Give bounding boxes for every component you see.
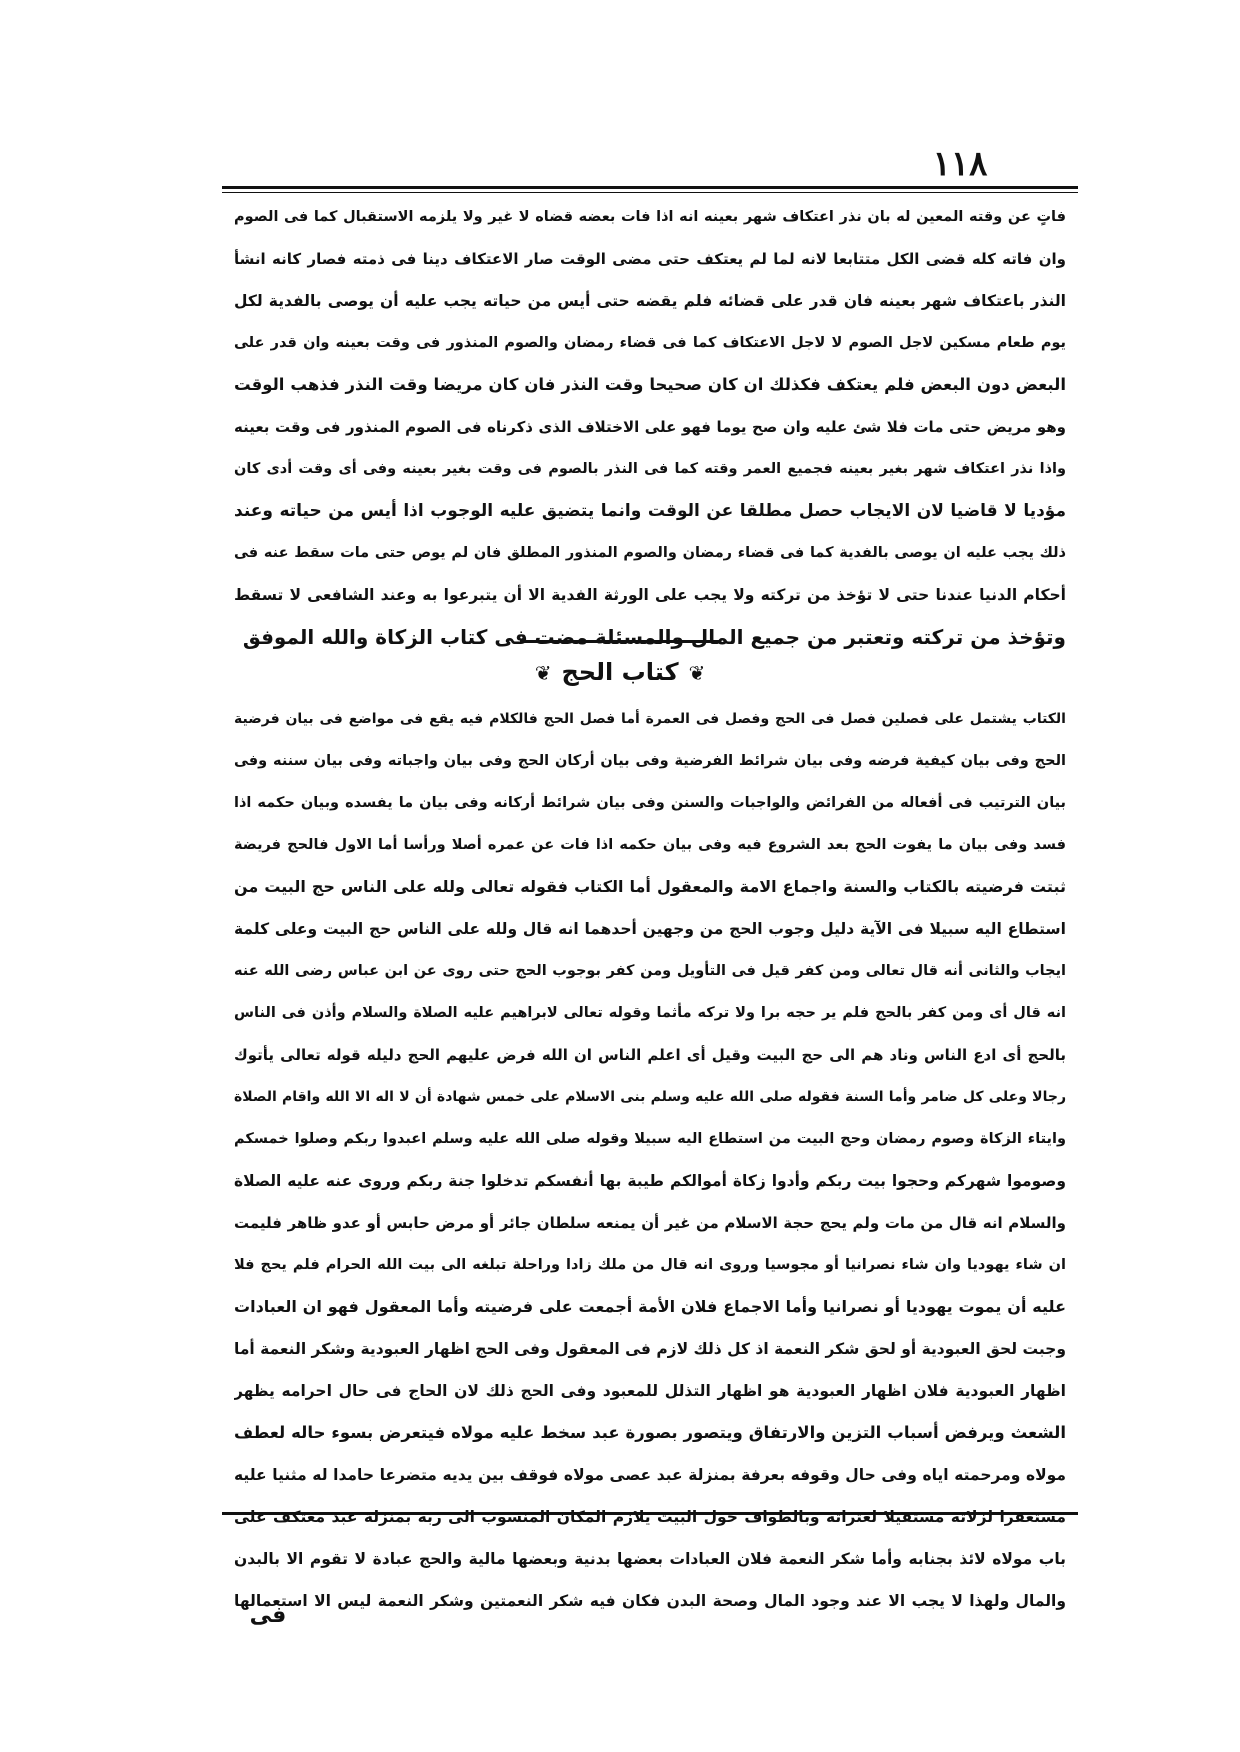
text-line: وجبت لحق العبودية أو لحق شكر النعمة اذ كل ذلك لازم فى المعقول وفى الحج اظهار العبودية وشكر النعمة أما [234, 1340, 1066, 1358]
text-block-hajj [234, 698, 1066, 1622]
top-rule [222, 186, 1078, 189]
text-line: اظهار العبودية فلان اظهار العبودية هو اظهار التذلل للمعبود وفى الحج ذلك لان الحاج فى حال احرامه يظهر [234, 1382, 1066, 1400]
text-line: والمال ولهذا لا يجب الا عند وجود المال وصحة البدن فكان فيه شكر النعمتين وشكر النعمة ليس الا استعمالها [234, 1592, 1066, 1610]
text-line: الحج وفى بيان كيفية فرضه وفى بيان شرائط الفرضية وفى بيان أركان الحج وفى بيان واجباته وفى بيان سننه وفى [234, 753, 1066, 769]
bottom-rule [222, 1512, 1078, 1515]
page-number: ١١٨ [932, 144, 988, 184]
text-line: ان شاء يهوديا وان شاء نصرانيا أو مجوسيا وروى انه قال من ملك زادا وراحلة تبلغه الى بيت الله الحرام فلم يحج فلا [234, 1257, 1066, 1273]
top-rule-thin [222, 192, 1078, 193]
text-line: وتؤخذ من تركته وتعتبر من جميع المال والمسئلة مضت فى كتاب الزكاة والله الموفق [242, 625, 1066, 649]
text-line: وصوموا شهركم وحجوا بيت ربكم وأدوا زكاة أموالكم طيبة بها أنفسكم تدخلوا جنة ربكم وروى عنه عليه الصلاة [234, 1172, 1066, 1190]
ornament-left-icon: ❦ [534, 661, 552, 685]
text-line: بالحج أى ادع الناس وناد هم الى حج البيت وقيل أى اعلم الناس ان الله فرض عليهم الحج دليله قوله تعالى يأتوك [234, 1046, 1066, 1064]
text-line: فاتٍ عن وقته المعين له بان نذر اعتكاف شهر بعينه انه اذا فات بعضه قضاه لا غير ولا يلزمه الاستقبال كما فى الصوم [234, 209, 1066, 225]
text-line: والسلام انه قال من مات ولم يحج حجة الاسلام من غير أن يمنعه سلطان جائر أو مرض حابس أو عدو ظاهر فليمت [234, 1214, 1066, 1232]
text-line: يوم طعام مسكين لاجل الصوم لا لاجل الاعتكاف كما فى قضاء رمضان والصوم المنذور فى وقت بعينه وان قدر على [234, 335, 1066, 351]
text-line: استطاع اليه سبيلا فى الآية دليل وجوب الحج من وجهين أحدهما انه قال ولله على الناس حج البيت وعلى كلمة [234, 920, 1066, 938]
text-line: ثبتت فرضيته بالكتاب والسنة واجماع الامة والمعقول أما الكتاب فقوله تعالى ولله على الناس حج البيت من [234, 877, 1066, 896]
ornament-right-icon: ❦ [688, 661, 706, 685]
catchword: فى [249, 1603, 287, 1628]
text-line: عليه أن يموت يهوديا أو نصرانيا وأما الاجماع فلان الأمة أجمعت على فرضيته وأما المعقول فهو ان العبادات [234, 1297, 1066, 1316]
text-line: فسد وفى بيان ما يفوت الحج بعد الشروع فيه وفى بيان حكمه اذا فات عن عمره أصلا ورأسا أما الاول فالحج فريضة [234, 837, 1066, 853]
text-line: الكتاب يشتمل على فصلين فصل فى الحج وفصل فى العمرة أما فصل الحج فالكلام فيه يقع فى مواضع فى بيان فرضية [234, 711, 1066, 727]
text-line: مستغفرا لزلاته مستقيلا لعثراته وبالطواف حول البيت يلازم المكان المنسوب الى ربه بمنزلة عبد معتكف على [234, 1508, 1066, 1526]
text-line: باب مولاه لائذ بجنابه وأما شكر النعمة فلان العبادات بعضها بدنية وبعضها مالية والحج عبادة لا تقوم الا بالبدن [234, 1550, 1066, 1568]
text-line: الشعث ويرفض أسباب التزين والارتفاق ويتصور بصورة عبد سخط عليه مولاه فيتعرض بسوء حاله لعطف [234, 1423, 1066, 1442]
text-line: رجالا وعلى كل ضامر وأما السنة فقوله صلى الله عليه وسلم بنى الاسلام على خمس شهادة أن لا اله الا الله واقام الصلاة [234, 1089, 1066, 1105]
text-line: ذلك يجب عليه ان يوصى بالفدية كما فى قضاء رمضان والصوم المنذور المطلق فان لم يوص حتى مات سقط عنه فى [234, 545, 1066, 561]
text-line: وان فاته كله قضى الكل متتابعا لانه لما لم يعتكف حتى مضى الوقت صار الاعتكاف دينا فى ذمته فصار كانه انشأ [234, 250, 1066, 268]
chapter-title: كتاب الحج [561, 658, 679, 686]
text-block-i-tikaf-end [234, 196, 1066, 658]
text-line: مؤديا لا قاضيا لان الايجاب حصل مطلقا عن الوقت وانما يتضيق عليه الوجوب اذا أيس من حياته وعند [234, 501, 1066, 521]
text-line: مولاه ومرحمته اياه وفى حال وقوفه بعرفة بمنزلة عبد عصى مولاه فوقف بين يديه متضرعا حامدا له مثنيا عليه [234, 1466, 1066, 1484]
text-line: وايتاء الزكاة وصوم رمضان وحج البيت من استطاع اليه سبيلا وقوله صلى الله عليه وسلم اعبدوا ربكم وصلوا خمسكم [234, 1131, 1066, 1147]
text-line: البعض دون البعض فلم يعتكف فكذلك ان كان صحيحا وقت النذر فان كان مريضا وقت النذر فذهب الوقت [234, 375, 1066, 394]
section-divider [520, 640, 720, 643]
text-line: أحكام الدنيا عندنا حتى لا تؤخذ من تركته ولا يجب على الورثة الفدية الا أن يتبرعوا به وعند الشافعى لا تسقط [234, 586, 1066, 604]
text-line: انه قال أى ومن كفر بالحج فلم ير حجه برا ولا تركه مأثما وقوله تعالى لابراهيم عليه الصلاة والسلام وأذن فى الناس [234, 1005, 1066, 1021]
text-line: واذا نذر اعتكاف شهر بغير بعينه فجميع العمر وقته كما فى النذر بالصوم فى وقت بغير بعينه وفى أى وقت أدى كان [234, 461, 1066, 477]
text-line: ايجاب والثانى أنه قال تعالى ومن كفر قيل فى التأويل ومن كفر بوجوب الحج حتى روى عن ابن عباس رضى الله عنه [234, 963, 1066, 979]
text-line: النذر باعتكاف شهر بعينه فان قدر على قضائه فلم يقضه حتى أيس من حياته يجب عليه أن يوصى بالفدية لكل [234, 292, 1066, 310]
text-line: بيان الترتيب فى أفعاله من الفرائض والواجبات والسنن وفى بيان شرائط أركانه وفى بيان ما يفسده وبيان حكمه اذا [234, 795, 1066, 811]
chapter-heading [440, 650, 800, 694]
text-line: وهو مريض حتى مات فلا شئ عليه وان صح يوما فهو على الاختلاف الذى ذكرناه فى الصوم المنذور فى وقت بعينه [234, 418, 1066, 436]
